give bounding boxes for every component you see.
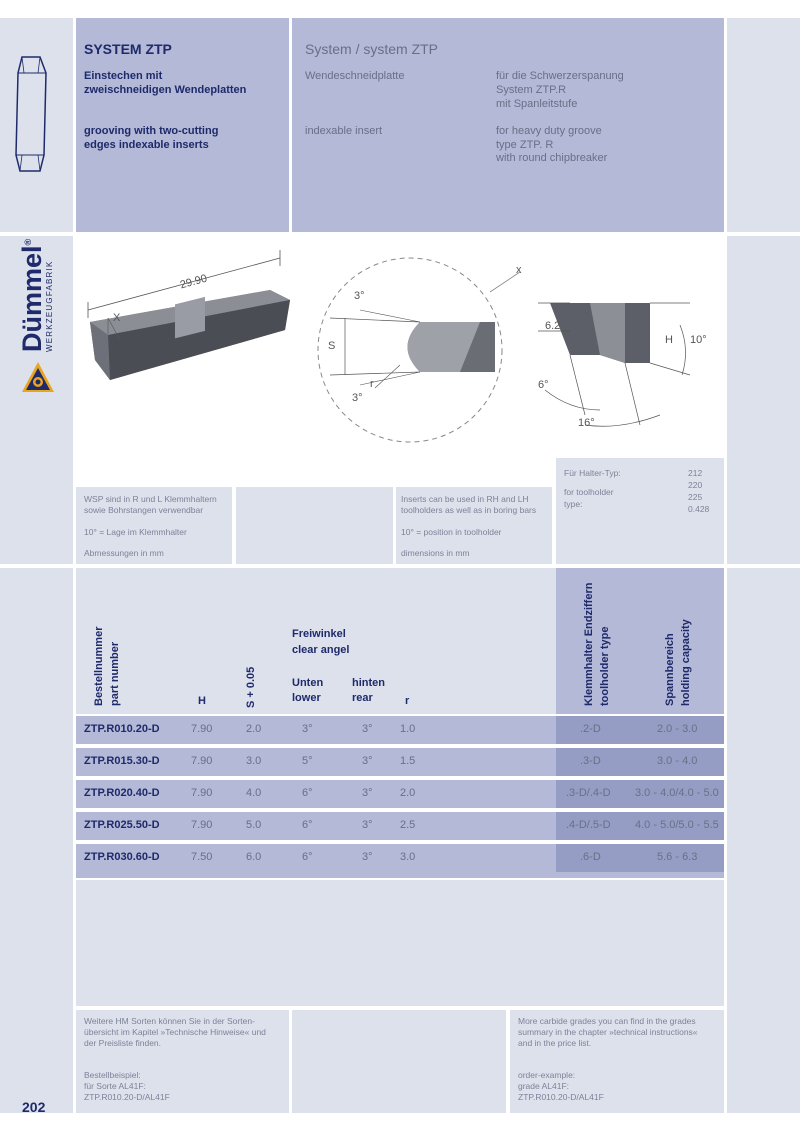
label-r: r <box>370 378 374 390</box>
note-de-4: Abmessungen in mm <box>84 548 164 558</box>
row2-r: 1.5 <box>400 755 416 767</box>
desc-de-line2: zweischneidigen Wendeplatten <box>84 84 247 96</box>
usage-de-1: für die Schwerzerspanung <box>496 70 624 82</box>
row4-lower: 6° <box>302 819 313 831</box>
row4-holder: .4-D/.5-D <box>566 819 611 831</box>
note-en-3: 10° = position in toolholder <box>401 527 502 537</box>
holder-type-1: 212 <box>688 468 703 478</box>
holder-label-en-1: for toolholder <box>564 487 614 497</box>
brand-name <box>14 239 46 352</box>
row2-capacity: 3.0 - 4.0 <box>657 755 698 767</box>
th-clear-angle-de: Freiwinkel <box>292 628 346 640</box>
th-h: H <box>198 695 206 707</box>
footer-en-1: More carbide grades you can find in the grades <box>518 1016 696 1026</box>
note-en-1: Inserts can be used in RH and LH <box>401 494 529 504</box>
th-s: S + 0.05 <box>245 666 257 708</box>
table-empty-area <box>76 880 724 1006</box>
footer-de-3: der Preisliste finden. <box>84 1038 162 1048</box>
note-de-1: WSP sind in R und L Klemmhaltern <box>84 494 217 504</box>
page-number: 202 <box>22 1099 46 1115</box>
row4-part: ZTP.R025.50-D <box>84 819 160 831</box>
th-toolholder-en: toolholder type <box>599 626 611 706</box>
th-toolholder-de: Klemmhalter Endziffern <box>583 582 595 706</box>
dim-length: 29.90 <box>178 272 209 292</box>
note-en-4: dimensions in mm <box>401 548 470 558</box>
angle-6: 6° <box>538 379 549 391</box>
row5-h: 7.50 <box>191 851 213 863</box>
footer-en-ex-3: ZTP.R010.20-D/AL41F <box>518 1092 604 1102</box>
system-title: SYSTEM ZTP <box>84 41 172 57</box>
row5-rear: 3° <box>362 851 373 863</box>
desc-en-line2: edges indexable inserts <box>84 139 209 151</box>
desc-en-line1: grooving with two-cutting <box>84 125 219 137</box>
th-part-number-de: Bestellnummer <box>93 626 105 706</box>
row4-s: 5.0 <box>246 819 262 831</box>
row1-lower: 3° <box>302 723 313 735</box>
footer-en-ex-1: order-example: <box>518 1070 576 1080</box>
row1-h: 7.90 <box>191 723 213 735</box>
table-left-strip <box>0 568 73 1113</box>
row4-h: 7.90 <box>191 819 213 831</box>
footer-en-2: summary in the chapter »technical instructions« <box>518 1027 698 1037</box>
brand-subtitle: WERKZEUGFABRIK <box>45 260 54 352</box>
row5-lower: 6° <box>302 851 313 863</box>
angle-top: 3° <box>354 290 365 302</box>
th-part-number-en: part number <box>109 641 121 706</box>
th-rear-de: hinten <box>352 677 385 689</box>
row3-r: 2.0 <box>400 787 416 799</box>
usage-de-3: mit Spanleitstufe <box>496 98 578 110</box>
row3-lower: 6° <box>302 787 313 799</box>
note-de-3: 10° = Lage im Klemmhalter <box>84 527 187 537</box>
row1-capacity: 2.0 - 3.0 <box>657 723 698 735</box>
row5-r: 3.0 <box>400 851 416 863</box>
note-de-2: sowie Bohrstangen verwendbar <box>84 505 204 515</box>
usage-de-2: System ZTP.R <box>496 84 567 96</box>
row2-holder: .3-D <box>580 755 601 767</box>
th-capacity-en: holding capacity <box>680 619 692 706</box>
row5-holder: .6-D <box>580 851 601 863</box>
row2-part: ZTP.R015.30-D <box>84 755 160 767</box>
right-edge-panel-mid <box>727 236 800 564</box>
detail-circle-drawing <box>300 240 540 450</box>
row3-capacity: 3.0 - 4.0/4.0 - 5.0 <box>635 787 719 799</box>
label-h: H <box>665 334 673 346</box>
brand-logo-icon <box>20 360 56 396</box>
footer-mid-panel <box>292 1010 506 1113</box>
dim-x: X <box>113 312 121 324</box>
row4-capacity: 4.0 - 5.0/5.0 - 5.5 <box>635 819 719 831</box>
row4-rear: 3° <box>362 819 373 831</box>
title-right: System / system ZTP <box>305 41 439 57</box>
holder-type-2: 220 <box>688 480 703 490</box>
row2-lower: 5° <box>302 755 313 767</box>
side-view-drawing <box>530 295 730 435</box>
usage-en-2: type ZTP. R <box>496 139 554 151</box>
th-lower-en: lower <box>292 692 321 704</box>
row5-capacity: 5.6 - 6.3 <box>657 851 698 863</box>
holder-type-3: 225 <box>688 492 703 502</box>
footer-de-1: Weitere HM Sorten können Sie in der Sorten- <box>84 1016 255 1026</box>
angle-bottom: 3° <box>352 392 363 404</box>
row3-part: ZTP.R020.40-D <box>84 787 160 799</box>
footer-de-ex-3: ZTP.R010.20-D/AL41F <box>84 1092 170 1102</box>
insert-outline-icon <box>10 55 52 175</box>
row1-s: 2.0 <box>246 723 262 735</box>
footer-de-ex-2: für Sorte AL41F: <box>84 1081 146 1091</box>
th-clear-angle-en: clear angel <box>292 644 350 656</box>
insert-de: Wendeschneidplatte <box>305 70 405 82</box>
right-edge-panel-top <box>727 18 800 232</box>
row1-holder: .2-D <box>580 723 601 735</box>
footer-de-ex-1: Bestellbeispiel: <box>84 1070 141 1080</box>
angle-10: 10° <box>690 334 707 346</box>
footer-en-3: and in the price list. <box>518 1038 592 1048</box>
holder-type-4: 0.428 <box>688 504 710 514</box>
desc-de-line1: Einstechen mit <box>84 70 163 82</box>
row1-r: 1.0 <box>400 723 416 735</box>
usage-en-1: for heavy duty groove <box>496 125 602 137</box>
table-row-gap-bg <box>76 872 724 878</box>
row3-holder: .3-D/.4-D <box>566 787 611 799</box>
row2-s: 3.0 <box>246 755 262 767</box>
holder-label-de: Für Halter-Typ: <box>564 468 621 478</box>
label-s: S <box>328 340 336 352</box>
row3-s: 4.0 <box>246 787 262 799</box>
brand-name-text: Dümmel <box>17 245 47 352</box>
th-rear-en: rear <box>352 692 373 704</box>
insert-3d-drawing <box>80 250 305 400</box>
th-r: r <box>405 695 410 707</box>
row3-rear: 3° <box>362 787 373 799</box>
th-capacity-de: Spannbereich <box>664 633 676 706</box>
row4-r: 2.5 <box>400 819 416 831</box>
brand-registered: ® <box>23 238 33 246</box>
footer-en-ex-2: grade AL41F: <box>518 1081 570 1091</box>
th-lower-de: Unten <box>292 677 324 689</box>
usage-en-3: with round chipbreaker <box>496 152 608 164</box>
row5-part: ZTP.R030.60-D <box>84 851 160 863</box>
insert-en: indexable insert <box>305 125 383 137</box>
holder-label-en-2: type: <box>564 499 583 509</box>
row3-h: 7.90 <box>191 787 213 799</box>
row5-s: 6.0 <box>246 851 262 863</box>
label-x-small: x <box>516 264 522 276</box>
table-right-strip <box>727 568 800 1113</box>
notes-empty-panel <box>236 487 393 564</box>
row2-h: 7.90 <box>191 755 213 767</box>
row2-rear: 3° <box>362 755 373 767</box>
row1-part: ZTP.R010.20-D <box>84 723 160 735</box>
row1-rear: 3° <box>362 723 373 735</box>
dim-6-2: 6.2 <box>545 320 561 332</box>
angle-16: 16° <box>578 417 595 429</box>
footer-de-2: übersicht im Kapitel »Technische Hinweise« und <box>84 1027 266 1037</box>
note-en-2: toolholders as well as in boring bars <box>401 505 537 515</box>
